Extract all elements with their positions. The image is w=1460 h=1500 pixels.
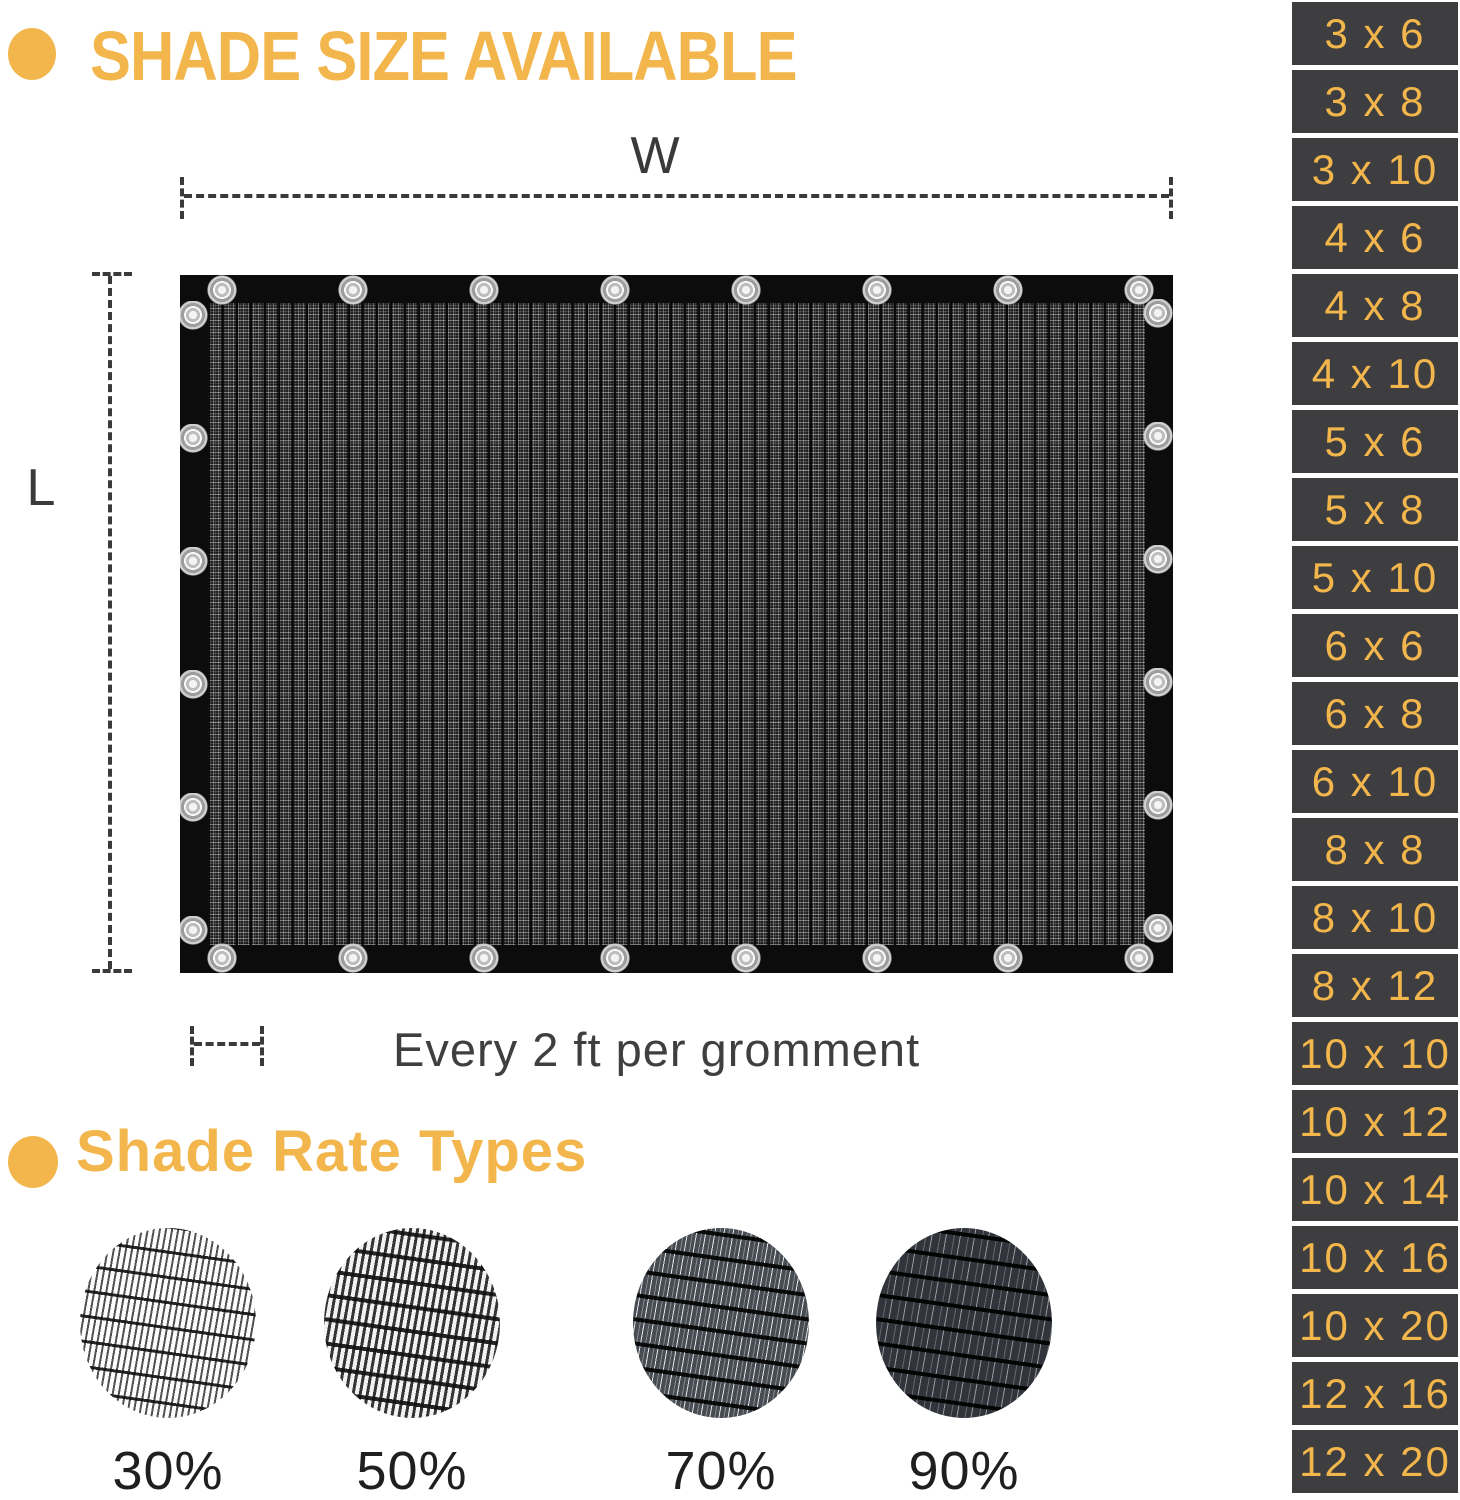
size-option-label: 5 x 10 — [1311, 553, 1439, 601]
mesh-sample-circle — [876, 1228, 1052, 1418]
size-option — [1292, 954, 1458, 1017]
size-option-label: 4 x 8 — [1324, 281, 1426, 329]
mesh-sample-circle — [324, 1228, 500, 1418]
size-option-label: 10 x 12 — [1299, 1097, 1451, 1145]
size-option-label: 6 x 6 — [1324, 621, 1426, 669]
size-option-label: 3 x 8 — [1324, 77, 1426, 125]
size-option-label: 12 x 20 — [1299, 1437, 1451, 1485]
grommet-column-left — [180, 301, 210, 961]
shade-percent-label: 70% — [665, 1441, 777, 1500]
size-option — [1292, 1022, 1458, 1085]
size-option — [1292, 1430, 1458, 1493]
shade-rate-sample — [876, 1228, 1052, 1500]
length-label: L — [26, 459, 56, 517]
size-option — [1292, 410, 1458, 473]
size-option-label: 3 x 6 — [1324, 9, 1426, 57]
shade-rate-sample — [80, 1228, 256, 1500]
shade-rate-samples — [0, 1228, 1160, 1500]
size-option — [1292, 70, 1458, 133]
shade-percent-label: 90% — [908, 1441, 1020, 1500]
shade-percent-label: 50% — [356, 1441, 468, 1500]
size-option — [1292, 206, 1458, 269]
size-option-label: 10 x 16 — [1299, 1233, 1451, 1281]
grommet-spacing-note: Every 2 ft per gromment — [393, 1023, 921, 1076]
size-option-label: 10 x 14 — [1299, 1165, 1451, 1213]
width-dimension-line — [180, 177, 1173, 219]
shade-rate-sample — [633, 1228, 809, 1500]
size-option-label: 10 x 20 — [1299, 1301, 1451, 1349]
size-option — [1292, 614, 1458, 677]
size-option — [1292, 274, 1458, 337]
size-option-label: 4 x 10 — [1311, 349, 1439, 397]
shade-percent-label: 30% — [112, 1441, 224, 1500]
size-option — [1292, 1090, 1458, 1153]
size-option-label: 5 x 6 — [1324, 417, 1426, 465]
size-option-label: 8 x 10 — [1311, 893, 1439, 941]
mesh-sample-circle — [633, 1228, 809, 1418]
size-option-label: 8 x 12 — [1311, 961, 1439, 1009]
bullet-icon — [8, 28, 56, 80]
size-option — [1292, 546, 1458, 609]
grommet-row-bottom — [207, 943, 1173, 973]
size-option-label: 3 x 10 — [1311, 145, 1439, 193]
size-option — [1292, 138, 1458, 201]
size-option — [1292, 886, 1458, 949]
bullet-icon — [8, 1136, 58, 1188]
grommet-row-top — [207, 275, 1173, 305]
size-option — [1292, 1226, 1458, 1289]
section-title-shade-rate: Shade Rate Types — [76, 1119, 588, 1184]
size-option-label: 4 x 6 — [1324, 213, 1426, 261]
size-option-label: 6 x 8 — [1324, 689, 1426, 737]
size-option-label: 5 x 8 — [1324, 485, 1426, 533]
size-option-label: 6 x 10 — [1311, 757, 1439, 805]
length-dimension-line — [92, 272, 132, 973]
shade-mesh-diagram — [180, 275, 1173, 973]
section-title-size-available: SHADE SIZE AVAILABLE — [90, 17, 797, 95]
width-label: W — [630, 127, 680, 185]
size-option — [1292, 818, 1458, 881]
mesh-sample-circle — [80, 1228, 256, 1418]
size-option — [1292, 342, 1458, 405]
size-option-label: 8 x 8 — [1324, 825, 1426, 873]
grommet-column-right — [1143, 299, 1173, 959]
size-list — [1292, 2, 1458, 1493]
size-option — [1292, 2, 1458, 65]
size-option — [1292, 750, 1458, 813]
size-option — [1292, 1294, 1458, 1357]
size-option-label: 10 x 10 — [1299, 1029, 1451, 1077]
shade-rate-sample — [324, 1228, 500, 1500]
size-option — [1292, 1158, 1458, 1221]
size-option — [1292, 1362, 1458, 1425]
grommet-spacing-bracket — [190, 1026, 264, 1066]
size-option — [1292, 478, 1458, 541]
size-option-label: 12 x 16 — [1299, 1369, 1451, 1417]
mesh-texture — [208, 303, 1145, 945]
size-option — [1292, 682, 1458, 745]
